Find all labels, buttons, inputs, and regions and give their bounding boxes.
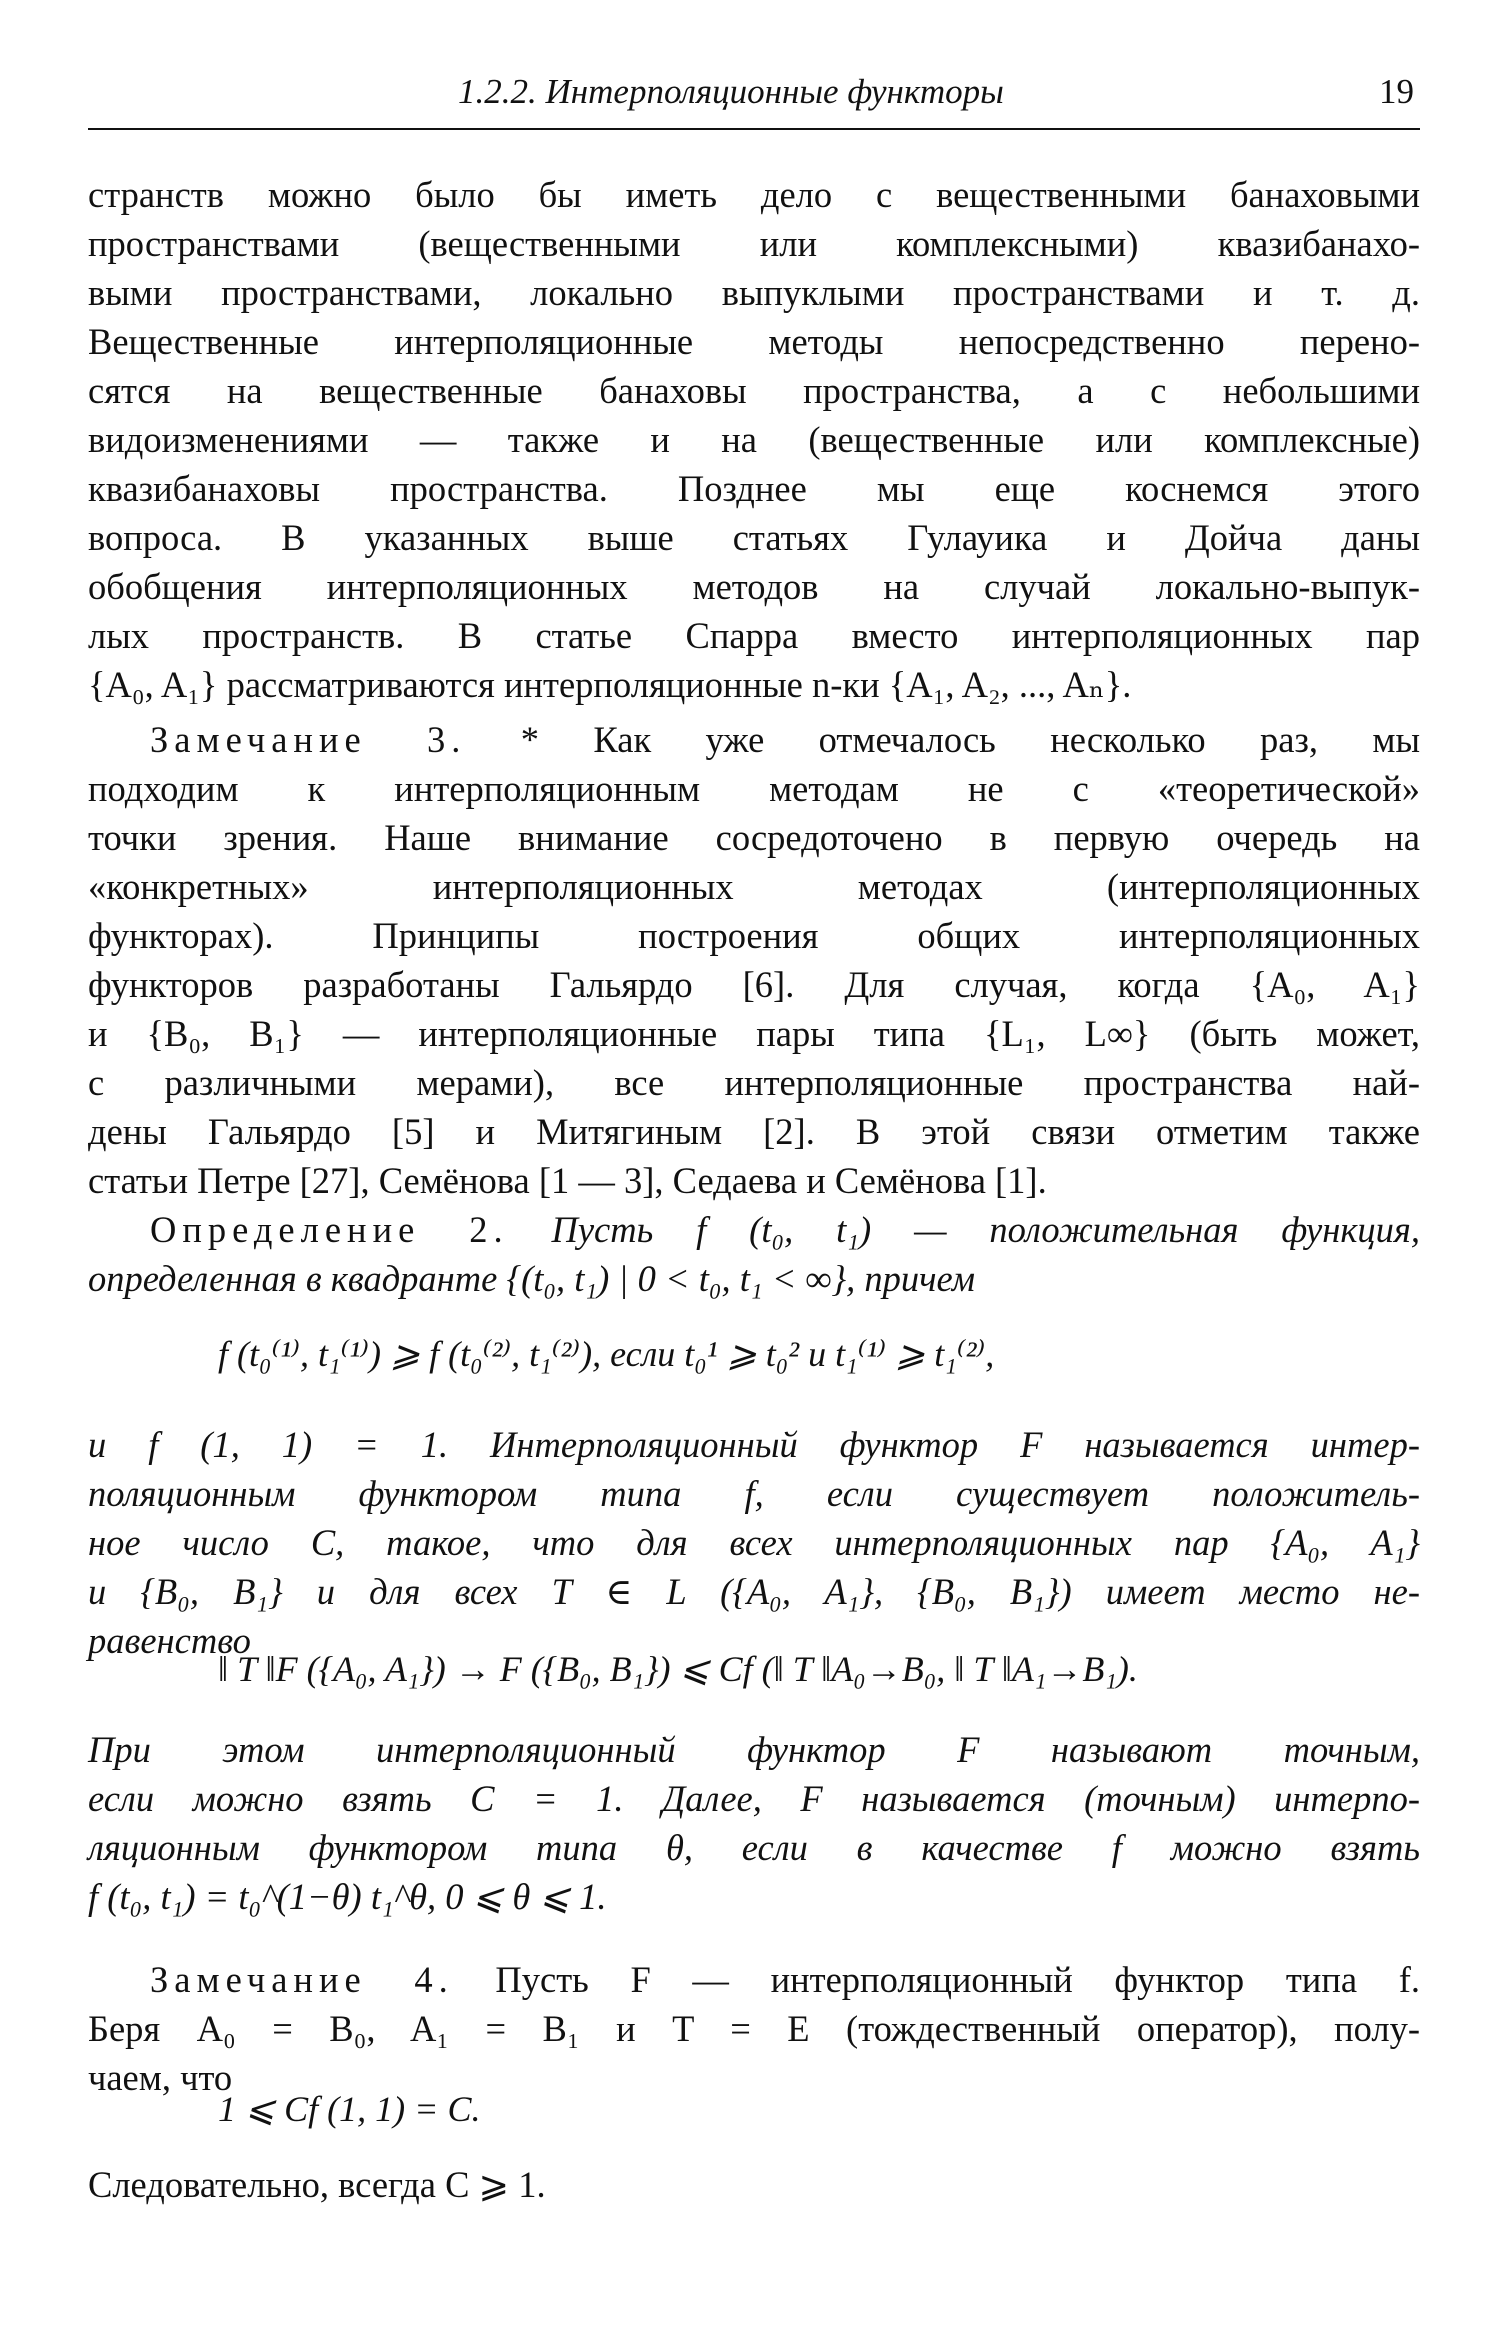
constant-inequality: 1 ⩽ Cf (1, 1) = C. xyxy=(218,2089,481,2129)
monotonicity-formula: f (t₀⁽¹⁾, t₁⁽¹⁾) ⩾ f (t₀⁽²⁾, t₁⁽²⁾), если t₀¹ ⩾ t₀² и t₁⁽¹⁾ ⩾ t₁⁽²⁾, xyxy=(218,1334,995,1374)
text-line: подходим к интерполяционным методам не с «теоретической» xyxy=(88,768,1420,809)
text-line: странств можно было бы иметь дело с вещественными банаховыми xyxy=(88,174,1420,215)
text-line: f (t₀, t₁) = t₀^(1−θ) t₁^θ, 0 ⩽ θ ⩽ 1. xyxy=(88,1876,607,1917)
text-line xyxy=(88,1205,1420,1254)
text-line: чаем, что xyxy=(88,2057,233,2098)
text-line: Вещественные интерполяционные методы непосредственно перено- xyxy=(88,321,1420,362)
text-line: ное число C, такое, что для всех интерполяционных пар {A₀, A₁} xyxy=(88,1522,1420,1563)
text-line: определенная в квадранте {(t₀, t₁) | 0 < t₀, t₁ < ∞}, причем xyxy=(88,1258,976,1299)
remark-4-conclusion xyxy=(88,2160,1420,2209)
paragraph-continuation xyxy=(88,170,1420,709)
text-line: вопроса. В указанных выше статьях Гулауика и Дойча даны xyxy=(88,517,1420,558)
remark-4 xyxy=(88,1955,1420,2102)
text-line: Следовательно, всегда C ⩾ 1. xyxy=(88,2164,546,2205)
remark-3 xyxy=(88,715,1420,1205)
operator-norm-inequality: ‖ T ‖F ({A₀, A₁}) → F ({B₀, B₁}) ⩽ Cf (‖ T ‖A₀→B₀, ‖ T ‖A₁→B₁). xyxy=(218,1649,1138,1689)
text-line: Беря A₀ = B₀, A₁ = B₁ и T = E (тождественный оператор), полу- xyxy=(88,2008,1420,2049)
definition-2-continued xyxy=(88,1420,1420,1665)
text-line: и {B₀, B₁} и для всех T ∈ L ({A₀, A₁}, {B₀, B₁}) имеет место не- xyxy=(88,1571,1420,1612)
text-line: и {B₀, B₁} — интерполяционные пары типа {L₁, L∞} (быть может, xyxy=(88,1013,1420,1054)
text-line: с различными мерами), все интерполяционные пространства най- xyxy=(88,1062,1420,1103)
remark-4-label: Замечание 4. xyxy=(150,1959,454,2000)
page-header xyxy=(88,68,1420,130)
remark-3-label: Замечание 3. xyxy=(150,719,467,760)
text-fragment: Пусть f (t₀, t₁) — положительная функция, xyxy=(551,1209,1420,1250)
definition-2-label: Определение 2. xyxy=(150,1209,509,1250)
text-line: и f (1, 1) = 1. Интерполяционный функтор F называется интер- xyxy=(88,1424,1420,1465)
text-line: видоизменениями — также и на (вещественные или комплексные) xyxy=(88,419,1420,460)
text-line: «конкретных» интерполяционных методах (интерполяционных xyxy=(88,866,1420,907)
text-line: поляционным функтором типа f, если существует положитель- xyxy=(88,1473,1420,1514)
text-line xyxy=(88,715,1420,764)
text-line: обобщения интерполяционных методов на случай локально-выпук- xyxy=(88,566,1420,607)
text-line: лых пространств. В статье Спарра вместо интерполяционных пар xyxy=(88,615,1420,656)
text-fragment: Пусть F — интерполяционный функтор типа f. xyxy=(495,1959,1420,2000)
text-line: При этом интерполяционный функтор F называют точным, xyxy=(88,1729,1420,1770)
text-line: ляционным функтором типа θ, если в качестве f можно взять xyxy=(88,1827,1420,1868)
text-line: выми пространствами, локально выпуклыми пространствами и т. д. xyxy=(88,272,1420,313)
book-page xyxy=(88,0,1420,2350)
text-line: сятся на вещественные банаховы пространства, а с небольшими xyxy=(88,370,1420,411)
text-line: пространствами (вещественными или комплексными) квазибанахо- xyxy=(88,223,1420,264)
text-line xyxy=(88,1955,1420,2004)
definition-2-exactness xyxy=(88,1725,1420,1921)
text-line: статьи Петре [27], Семёнова [1 — 3], Седаева и Семёнова [1]. xyxy=(88,1160,1047,1201)
text-line: дены Гальярдо [5] и Митягиным [2]. В этой связи отметим также xyxy=(88,1111,1420,1152)
text-line: функторах). Принципы построения общих интерполяционных xyxy=(88,915,1420,956)
text-line: функторов разработаны Гальярдо [6]. Для случая, когда {A₀, A₁} xyxy=(88,964,1420,1005)
text-line: если можно взять C = 1. Далее, F называется (точным) интерпо- xyxy=(88,1778,1420,1819)
text-line: квазибанаховы пространства. Позднее мы еще коснемся этого xyxy=(88,468,1420,509)
text-line: {A₀, A₁} рассматриваются интерполяционные n-ки {A₁, A₂, ..., Aₙ}. xyxy=(88,664,1132,705)
text-line: равенство xyxy=(88,1620,251,1661)
text-line: точки зрения. Наше внимание сосредоточено в первую очередь на xyxy=(88,817,1420,858)
text-fragment: * Как уже отмечалось несколько раз, мы xyxy=(520,719,1420,760)
page-number: 19 xyxy=(1379,72,1414,111)
running-title: 1.2.2. Интерполяционные функторы xyxy=(458,72,1004,111)
definition-2 xyxy=(88,1205,1420,1303)
